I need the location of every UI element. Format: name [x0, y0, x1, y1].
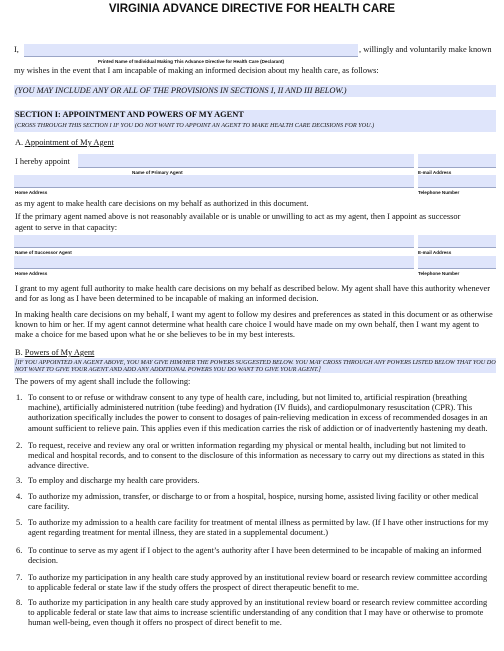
power-item-text: To authorize my admission, transfer, or discharge to or from a hospital, hospice, nursing home, assisted living facility or other medical care facility.: [28, 492, 479, 512]
primary-agent-email-field[interactable]: [418, 154, 496, 168]
power-item-2: [14, 441, 492, 472]
primary-agent-phone-caption: Telephone Number: [418, 190, 460, 195]
intro-line-2: my wishes in the event that I am incapable of making an informed decision about my health care, as follows:: [14, 66, 379, 75]
include-note: (YOU MAY INCLUDE ANY OR ALL OF THE PROVISIONS IN SECTIONS I, II AND III BELOW.): [15, 86, 347, 95]
subsection-b-heading: [15, 348, 94, 358]
power-item-5: [14, 518, 492, 538]
hereby-appoint-label: I hereby appoint: [15, 157, 70, 166]
powers-note: [IF YOU APPOINTED AN AGENT ABOVE, YOU MAY GIVE HIM/HER THE POWERS SUGGESTED BELOW. YOU MAY CROSS THROUGH ANY POWERS LISTED BELOW THAT YOU DO NOT WANT TO GIVE YOUR AGENT AND ADD ANY ADDITIONAL POWERS YOU DO WANT TO GIVE YOUR AGENT.]: [15, 359, 496, 374]
intro-i-label: I,: [14, 45, 19, 54]
power-item-text: To consent to or refuse or withdraw consent to any type of health care, including, but not limited to, artificial respiration (breathing machine), artificially administered nutrition (tube feeding) and hydration (IV fluids), and cardiopulmonary resuscitation (CPR). This authorization specifically includes the power to consent to dosages of pain-relieving medication in excess of recommended dosages in an amount sufficient to relieve pain. This applies even if this medication carries the risk of addiction or of inadvertently hastening my death.: [28, 393, 488, 433]
full-authority-paragraph: I grant to my agent full authority to make health care decisions on my behalf as described below. My agent shall have this authority whenever and for as long as I have been determined to be incapable of making an informed decision.: [15, 284, 491, 304]
power-item-1: [14, 393, 492, 434]
power-item-number: 6.: [16, 546, 23, 555]
primary-agent-address-caption: Home Address: [15, 190, 48, 195]
power-item-4: [14, 492, 492, 512]
declarant-name-caption: Printed Name of Individual Making This Advance Directive for Health Care (Declarant): [97, 59, 285, 64]
power-item-number: 8.: [16, 598, 23, 607]
subsection-a-title: Appointment of My Agent: [24, 138, 114, 147]
power-item-number: 1.: [16, 393, 23, 402]
intro-after-name: , willingly and voluntarily make known: [359, 45, 492, 54]
section1-cross-note: (CROSS THROUGH THIS SECTION I IF YOU DO NOT WANT TO APPOINT AN AGENT TO MAKE HEALTH CARE DECISIONS FOR YOU.): [15, 122, 375, 129]
power-item-7: [14, 573, 492, 593]
power-item-3: [14, 476, 492, 486]
primary-agent-name-caption: Name of Primary Agent: [132, 170, 183, 175]
subsection-b-title: Powers of My Agent: [24, 348, 95, 357]
power-item-text: To authorize my participation in any health care study approved by an institutional review board or research review committee according to applicable federal or state law that aims to increase scientific understanding of any condition that I may have or otherwise to promote human well-being, even though it offers no prospect of direct benefit to me.: [28, 598, 488, 628]
power-item-text: To request, receive and review any oral or written information regarding my physical or mental health, including but not limited to medical and hospital records, and to consent to the disclosure of this information as necessary to carry out my directions as stated in this advance directive.: [28, 441, 485, 471]
declarant-name-field[interactable]: [24, 44, 358, 57]
power-item-number: 2.: [16, 441, 23, 450]
document-title: VIRGINIA ADVANCE DIRECTIVE FOR HEALTH CARE: [108, 3, 396, 15]
power-item-text: To authorize my participation in any health care study approved by an institutional review board or research review committee according to applicable federal or state law if the study offers the prospect of direct therapeutic benefit to me.: [28, 573, 488, 593]
successor-agent-name-caption: Name of Successor Agent: [15, 250, 72, 255]
as-agent-text: as my agent to make health care decisions on my behalf as authorized in this document.: [15, 199, 309, 208]
primary-agent-phone-field[interactable]: [418, 175, 496, 188]
powers-intro: The powers of my agent shall include the following:: [15, 377, 191, 386]
successor-agent-address-caption: Home Address: [15, 271, 48, 276]
primary-agent-address-field[interactable]: [14, 175, 414, 188]
successor-text-1: If the primary agent named above is not reasonably available or is unable or unwilling to act as my agent, then I appoint as successor: [15, 212, 461, 221]
primary-agent-email-caption: E-mail Address: [418, 170, 452, 175]
primary-agent-name-field[interactable]: [78, 154, 414, 168]
power-item-text: To continue to serve as my agent if I object to the agent’s authority after I have been determined to be incapable of making an informed decision.: [28, 546, 482, 566]
power-item-text: To employ and discharge my health care providers.: [28, 476, 200, 485]
power-item-6: [14, 546, 492, 566]
successor-agent-email-caption: E-mail Address: [418, 250, 452, 255]
successor-agent-name-field[interactable]: [14, 235, 414, 248]
section1-heading: SECTION I: APPOINTMENT AND POWERS OF MY AGENT: [15, 110, 244, 119]
power-item-number: 3.: [16, 476, 23, 485]
successor-agent-phone-field[interactable]: [418, 256, 496, 269]
subsection-a-heading: [15, 138, 114, 148]
making-decisions-paragraph: In making health care decisions on my behalf, I want my agent to follow my desires and preferences as stated in this document or as otherwise known to him or her. If my agent cannot determine what health care choice I would have made on my own behalf, then I want my agent to make a choice for me based upon what he or she believes to be in my best interests.: [15, 310, 493, 340]
successor-agent-phone-caption: Telephone Number: [418, 271, 460, 276]
power-item-text: To authorize my admission to a health care facility for treatment of mental illness as permitted by law. (If I have other instructions for my agent regarding treatment for mental illness, they are stated in a supplemental document.): [28, 518, 489, 538]
subsection-b-prefix: B.: [15, 348, 25, 357]
power-item-8: [14, 598, 492, 629]
subsection-a-prefix: A.: [15, 138, 25, 147]
power-item-number: 4.: [16, 492, 23, 501]
power-item-number: 5.: [16, 518, 23, 527]
successor-agent-address-field[interactable]: [14, 256, 414, 269]
successor-text-2: agent to serve in that capacity:: [15, 223, 118, 232]
successor-agent-email-field[interactable]: [418, 235, 496, 248]
power-item-number: 7.: [16, 573, 23, 582]
